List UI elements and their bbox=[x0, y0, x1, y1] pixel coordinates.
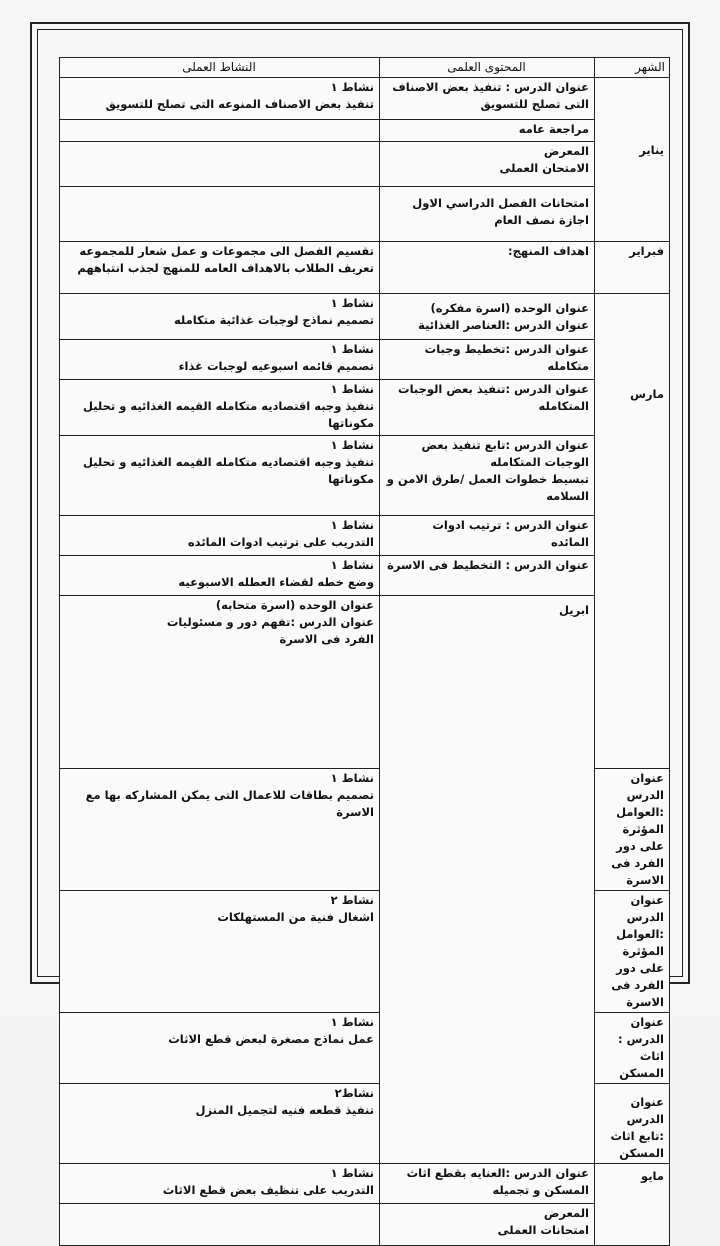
activity-cell bbox=[60, 1204, 380, 1246]
activity-cell: نشاط ١ التدريب على ترتيب ادوات المائده bbox=[60, 516, 380, 556]
content-cell: المعرض الامتحان العملى bbox=[380, 142, 595, 187]
content-cell: امتحانات الفصل الدراسي الاول اجازة نصف العام bbox=[380, 187, 595, 242]
content-cell: مراجعة عامه bbox=[380, 120, 595, 142]
activity-cell: نشاط ١ تصميم قائمه اسبوعيه لوجبات غذاء bbox=[60, 340, 380, 380]
table-row bbox=[60, 120, 670, 142]
activity-cell: نشاط ١ تنفيذ وجبه اقتصاديه متكامله القيمه الغذائيه و تحليل مكوناتها bbox=[60, 436, 380, 516]
activity-cell: نشاط ١ التدريب على تنظيف بعض قطع الاثاث bbox=[60, 1164, 380, 1204]
month-february: فبراير bbox=[595, 242, 670, 294]
table-row bbox=[60, 516, 670, 556]
activity-cell: نشاط٢ تنفيذ قطعه فنيه لتجميل المنزل bbox=[60, 1084, 380, 1164]
table-row bbox=[60, 1204, 670, 1246]
activity-cell: نشاط ١ تصميم نماذج لوجبات غذائية متكامله bbox=[60, 294, 380, 340]
month-january: يناير bbox=[595, 78, 670, 242]
table-row bbox=[60, 294, 670, 340]
content-cell: عنوان الدرس :تنفيذ بعض الوجبات المتكامله bbox=[380, 380, 595, 436]
content-cell: عنوان الدرس :تابع اثاث المسكن bbox=[595, 1084, 670, 1164]
content-cell: عنوان الدرس :العوامل المؤثرة على دور الفرد فى الاسرة bbox=[595, 769, 670, 891]
table-row bbox=[60, 242, 670, 294]
activity-cell: نشاط ١ تصميم بطاقات للاعمال التى يمكن المشاركه بها مع الاسرة bbox=[60, 769, 380, 891]
content-cell: عنوان الدرس : التخطيط فى الاسرة bbox=[380, 556, 595, 596]
content-cell: عنوان الدرس :تخطيط وجبات متكامله bbox=[380, 340, 595, 380]
month-may: مايو bbox=[595, 1164, 670, 1246]
content-cell: عنوان الدرس :العنايه بقطع اثاث المسكن و تجميله bbox=[380, 1164, 595, 1204]
header-content: المحتوى العلمى bbox=[380, 58, 595, 78]
activity-cell bbox=[60, 120, 380, 142]
month-april: ابريل bbox=[380, 596, 595, 1164]
content-cell: المعرض امتحانات العملى bbox=[380, 1204, 595, 1246]
content-cell: عنوان الدرس :العوامل المؤثرة على دور الفرد فى الاسرة bbox=[595, 891, 670, 1013]
table-row bbox=[60, 1164, 670, 1204]
table-row bbox=[60, 78, 670, 120]
table-row bbox=[60, 436, 670, 516]
content-cell: عنوان الوحده (اسرة مفكره) عنوان الدرس :العناصر الغذائية bbox=[380, 294, 595, 340]
activity-cell: تقسيم الفصل الى مجموعات و عمل شعار للمجموعه تعريف الطلاب بالاهداف العامه للمنهج لجذب انتباههم bbox=[60, 242, 380, 294]
activity-cell: نشاط ١ وضع خطه لقضاء العطله الاسبوعيه bbox=[60, 556, 380, 596]
table-header-row bbox=[60, 58, 670, 78]
content-cell: عنوان الدرس :تابع تنفيذ بعض الوجبات المتكامله تبسيط خطوات العمل /طرق الامن و السلامه bbox=[380, 436, 595, 516]
table-row bbox=[60, 380, 670, 436]
table-row bbox=[60, 187, 670, 242]
month-march: مارس bbox=[595, 294, 670, 769]
activity-cell: نشاط ١ تنفيذ بعض الاصناف المنوعه التى تصلح للتسويق bbox=[60, 78, 380, 120]
content-cell: عنوان الوحده (اسرة متحابه) عنوان الدرس :تفهم دور و مسئوليات الفرد فى الاسرة bbox=[60, 596, 380, 769]
curriculum-table bbox=[59, 57, 670, 1246]
activity-cell: نشاط ١ تنفيذ وجبه اقتصاديه متكامله القيمه الغذائيه و تحليل مكوناتها bbox=[60, 380, 380, 436]
header-month: الشهر bbox=[595, 58, 670, 78]
table-row bbox=[60, 556, 670, 596]
content-cell: عنوان الدرس : ترتيب ادوات المائده bbox=[380, 516, 595, 556]
content-cell: عنوان الدرس : تنفيذ بعض الاصناف التى تصلح للتسويق bbox=[380, 78, 595, 120]
content-cell: عنوان الدرس : اثاث المسكن bbox=[595, 1013, 670, 1084]
activity-cell: نشاط ١ عمل نماذج مصغرة لبعض قطع الاثاث bbox=[60, 1013, 380, 1084]
activity-cell bbox=[60, 187, 380, 242]
header-activity: النشاط العملى bbox=[60, 58, 380, 78]
table-row bbox=[60, 596, 670, 769]
content-cell: اهداف المنهج: bbox=[380, 242, 595, 294]
table-row bbox=[60, 340, 670, 380]
table-row bbox=[60, 142, 670, 187]
activity-cell bbox=[60, 142, 380, 187]
activity-cell: نشاط ٢ اشغال فنية من المستهلكات bbox=[60, 891, 380, 1013]
